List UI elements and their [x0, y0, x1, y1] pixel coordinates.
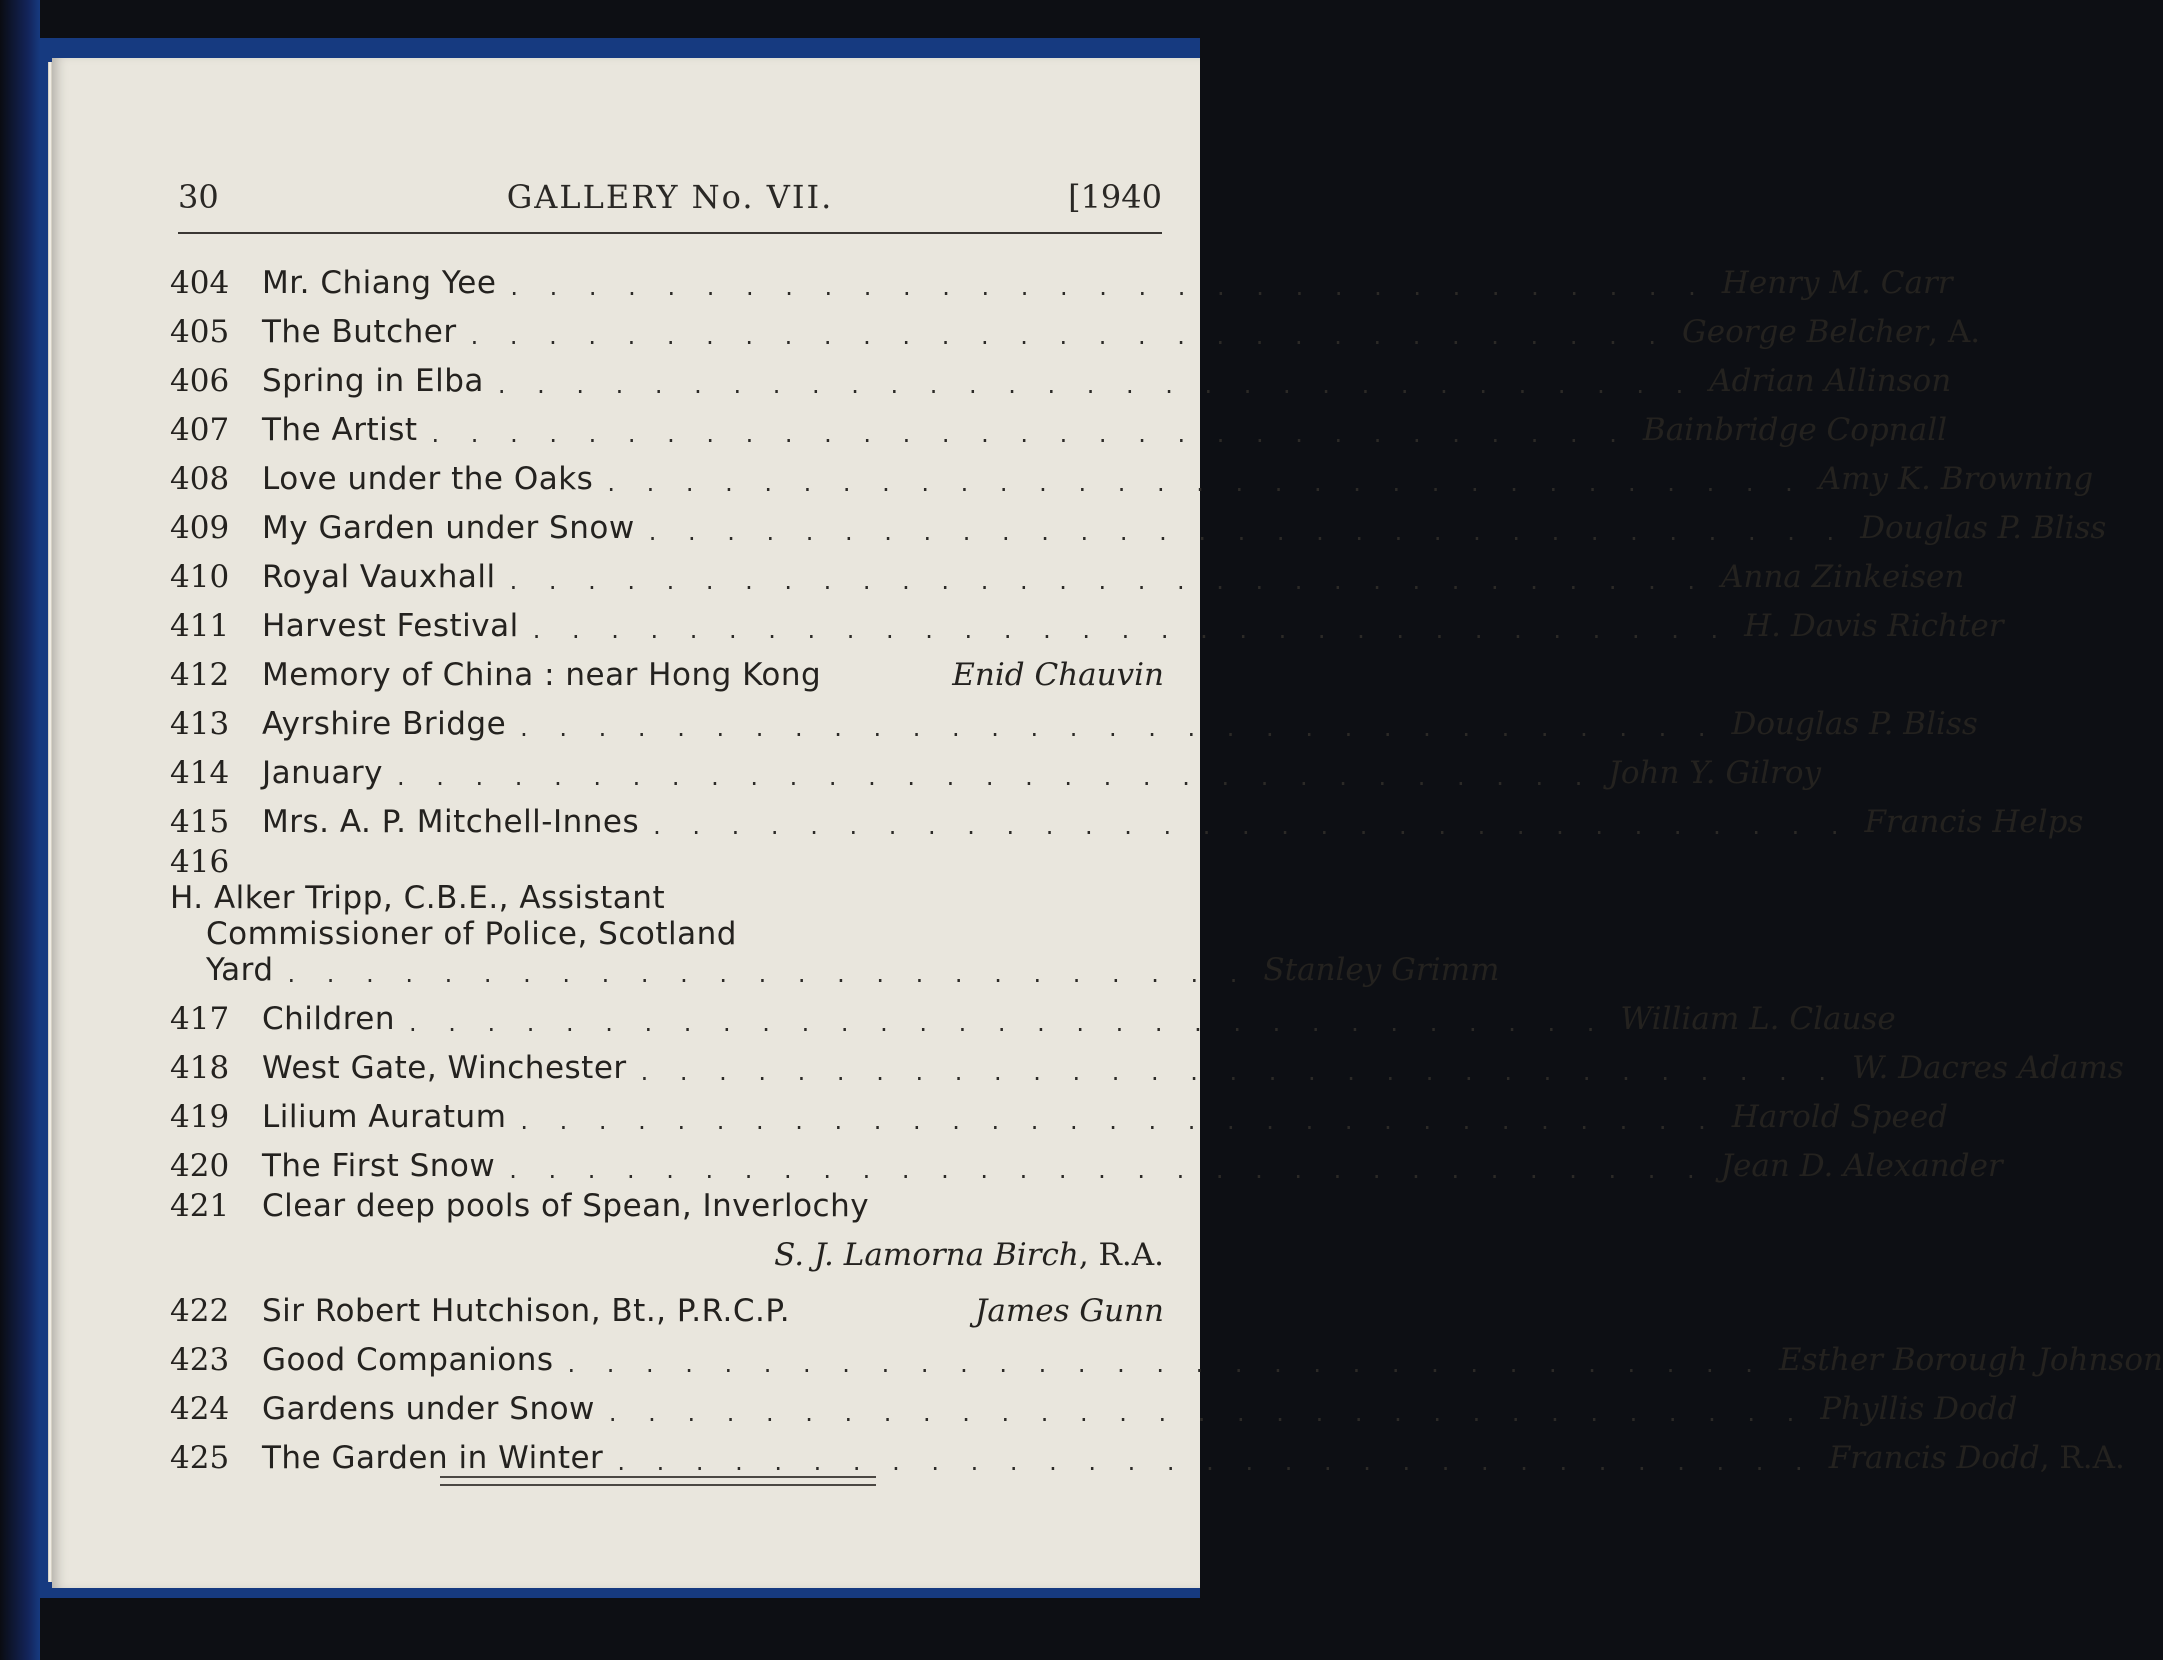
page-header	[178, 178, 1162, 222]
leader-dots: . . . . . . . . . . . . . . . . . . . . . . . . . . . . . . .	[617, 1448, 1815, 1476]
entry-artist: Jean D. Alexander	[1720, 1148, 2003, 1184]
leader-dots: . . . . . . . . . . . . . . . . . . . . . . . . . . . . . . .	[520, 1107, 1718, 1135]
entry-title-line: H. Alker Tripp, C.B.E., Assistant	[170, 880, 666, 916]
list-item	[170, 448, 2094, 497]
entry-title: Clear deep pools of Spean, Inverlochy	[262, 1188, 870, 1224]
entry-artist: Phyllis Dodd	[1820, 1391, 2018, 1427]
entry-title: Spring in Elba	[262, 363, 484, 399]
artist-name: George Belcher	[1681, 314, 1929, 350]
artist-suffix: , A.	[1928, 314, 1981, 350]
header-rule	[178, 232, 1162, 234]
leader-dots: . . . . . . . . . . . . . . . . . . . . . . . . . . . . . . .	[509, 1156, 1707, 1184]
leader-dots: . . . . . . . . . . . . . . . . . . . . . . . . . . . . . . .	[532, 616, 1731, 644]
list-item	[170, 252, 1953, 301]
entry-number: 416	[170, 844, 230, 880]
gallery-title: GALLERY No. VII.	[506, 178, 834, 216]
page-number: 30	[178, 178, 219, 216]
entry-number: 409	[170, 510, 230, 546]
entry-number: 408	[170, 461, 230, 497]
entry-artist: W. Dacres Adams	[1852, 1050, 2124, 1086]
catalogue-list	[170, 252, 2163, 1476]
entry-artist: James Gunn	[974, 1293, 1164, 1329]
entry-artist: Harold Speed	[1731, 1099, 1949, 1135]
entry-artist: Anna Zinkeisen	[1720, 559, 1965, 595]
entry-number: 404	[170, 265, 230, 301]
leader-dots: . . . . . . . . . . . . . . . . . . . . . . . . . . . . . . .	[509, 567, 1707, 595]
entry-title: Children	[262, 1001, 395, 1037]
entry-number: 406	[170, 363, 230, 399]
entry-title: Royal Vauxhall	[262, 559, 496, 595]
entry-number: 405	[170, 314, 230, 350]
leader-dots: . . . . . . . . . . . . . . . . . . . . . . . . . . . . . . .	[397, 763, 1595, 791]
entry-title-block	[170, 880, 1499, 988]
leader-dots: . . . . . . . . . . . . . . . . . . . . . . . . . . . . . . .	[653, 812, 1851, 840]
list-item	[170, 301, 1981, 350]
list-item	[170, 988, 1896, 1037]
list-item	[170, 1037, 2124, 1086]
entry-title: Harvest Festival	[262, 608, 519, 644]
entry-artist: John Y. Gilroy	[1608, 755, 1822, 791]
leader-dots: . . . . . . . . . . . . . . . . . . . . . . . . . . . . . . .	[431, 420, 1629, 448]
entry-artist	[1829, 1440, 2125, 1476]
entry-number: 411	[170, 608, 230, 644]
entry-artist: Stanley Grimm	[1263, 952, 1500, 988]
leader-dots: . . . . . . . . . . . . . . . . . . . . . . . . . . . . . . .	[640, 1058, 1839, 1086]
list-item	[170, 1280, 1164, 1329]
list-item	[170, 791, 2084, 840]
entry-title-line: Yard	[206, 952, 274, 988]
entry-title: January	[262, 755, 384, 791]
entry-title: Ayrshire Bridge	[262, 706, 507, 742]
entry-title: Mr. Chiang Yee	[262, 265, 497, 301]
list-item	[170, 644, 1164, 693]
entry-title: The Garden in Winter	[262, 1440, 604, 1476]
entry-number: 407	[170, 412, 230, 448]
entry-artist: Adrian Allinson	[1709, 363, 1952, 399]
leader-dots: . . . . . . . . . . . . . . . . . . . . . . . . .	[287, 960, 1250, 988]
list-item	[170, 497, 2107, 546]
entry-title: Mrs. A. P. Mitchell-Innes	[262, 804, 640, 840]
leader-dots: . . . . . . . . . . . . . . . . . . . . . . . . . . . . . . .	[520, 714, 1718, 742]
entry-number: 423	[170, 1342, 230, 1378]
entry-number: 424	[170, 1391, 230, 1427]
list-item	[170, 350, 1952, 399]
entry-number: 418	[170, 1050, 230, 1086]
entry-artist	[1682, 314, 1980, 350]
list-item	[170, 1184, 1164, 1280]
list-item	[170, 693, 1978, 742]
entry-number: 421	[170, 1188, 230, 1224]
entry-artist: Henry M. Carr	[1721, 265, 1953, 301]
entry-artist: Douglas P. Bliss	[1731, 706, 1978, 742]
list-item	[170, 399, 1948, 448]
list-item	[170, 840, 1500, 988]
entry-artist: William L. Clause	[1620, 1001, 1896, 1037]
leader-dots: . . . . . . . . . . . . . . . . . . . . . . . . . . . . . . .	[567, 1350, 1765, 1378]
entry-title: Good Companions	[262, 1342, 554, 1378]
list-item	[170, 1378, 2018, 1427]
artist-name: Francis Dodd	[1828, 1440, 2040, 1476]
entry-number: 412	[170, 657, 230, 693]
entry-last-line	[170, 952, 1499, 988]
entry-number: 414	[170, 755, 230, 791]
entry-title: The Artist	[262, 412, 418, 448]
entry-number: 419	[170, 1099, 230, 1135]
list-item	[170, 1329, 2163, 1378]
entry-artist: Amy K. Browning	[1818, 461, 2094, 497]
leader-dots: . . . . . . . . . . . . . . . . . . . . . . . . . . . . . . .	[607, 469, 1805, 497]
header-year: [1940	[1068, 178, 1162, 216]
entry-artist: Douglas P. Bliss	[1860, 510, 2107, 546]
entry-artist-line	[170, 1231, 1164, 1273]
entry-title: Memory of China : near Hong Kong	[262, 657, 822, 693]
entry-title: Sir Robert Hutchison, Bt., P.R.C.P.	[262, 1293, 791, 1329]
entry-number: 415	[170, 804, 230, 840]
leader-dots: . . . . . . . . . . . . . . . . . . . . . . . . . . . . . . .	[497, 371, 1696, 399]
entry-artist: H. Davis Richter	[1744, 608, 2004, 644]
entry-number: 425	[170, 1440, 230, 1476]
leader-dots: . . . . . . . . . . . . . . . . . . . . . . . . . . . . . . .	[470, 322, 1668, 350]
entry-number: 413	[170, 706, 230, 742]
list-item	[170, 1427, 2125, 1476]
section-end-rule	[440, 1476, 876, 1486]
entry-number: 417	[170, 1001, 230, 1037]
list-item	[170, 595, 2004, 644]
entry-number: 420	[170, 1148, 230, 1184]
entry-number: 410	[170, 559, 230, 595]
list-item	[170, 546, 1965, 595]
entry-title: Love under the Oaks	[262, 461, 594, 497]
artist-suffix: , R.A.	[2039, 1440, 2125, 1476]
artist-suffix: , R.A.	[1078, 1237, 1164, 1273]
entry-artist	[774, 1237, 1164, 1273]
entry-artist: Enid Chauvin	[952, 657, 1164, 693]
leader-dots: . . . . . . . . . . . . . . . . . . . . . . . . . . . . . . .	[648, 518, 1847, 546]
entry-artist: Bainbridge Copnall	[1642, 412, 1948, 448]
leader-dots: . . . . . . . . . . . . . . . . . . . . . . . . . . . . . . .	[408, 1009, 1607, 1037]
entry-title: My Garden under Snow	[262, 510, 635, 546]
list-item	[170, 742, 1822, 791]
entry-title-line: Commissioner of Police, Scotland	[206, 916, 737, 952]
list-item	[170, 1086, 1949, 1135]
leader-dots: . . . . . . . . . . . . . . . . . . . . . . . . . . . . . . .	[510, 273, 1708, 301]
entry-number: 422	[170, 1293, 230, 1329]
entry-title: The First Snow	[262, 1148, 496, 1184]
entry-artist: Francis Helps	[1864, 804, 2084, 840]
entry-title: West Gate, Winchester	[262, 1050, 627, 1086]
entry-title: The Butcher	[262, 314, 457, 350]
cover-spine-shadow	[0, 0, 40, 1660]
leader-dots: . . . . . . . . . . . . . . . . . . . . . . . . . . . . . . .	[608, 1399, 1807, 1427]
entry-title: Gardens under Snow	[262, 1391, 595, 1427]
entry-title: Lilium Auratum	[262, 1099, 507, 1135]
list-item	[170, 1135, 2003, 1184]
entry-artist: Esther Borough Johnson	[1778, 1342, 2163, 1378]
artist-name: S. J. Lamorna Birch	[774, 1237, 1079, 1273]
